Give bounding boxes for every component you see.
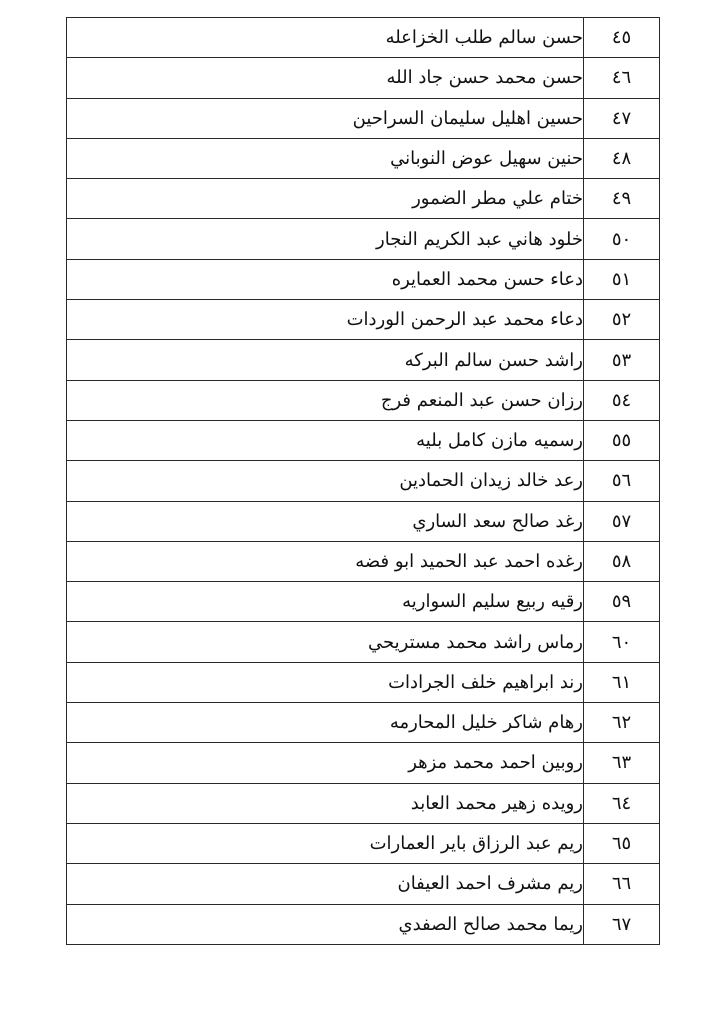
student-name: دعاء محمد عبد الرحمن الوردات bbox=[67, 300, 584, 340]
row-number: ٥٣ bbox=[584, 340, 660, 380]
row-number: ٥٢ bbox=[584, 300, 660, 340]
student-name: حنين سهيل عوض النوباني bbox=[67, 138, 584, 178]
row-number: ٤٧ bbox=[584, 98, 660, 138]
row-number: ٥٨ bbox=[584, 541, 660, 581]
student-name: رهام شاكر خليل المحارمه bbox=[67, 703, 584, 743]
student-name: رزان حسن عبد المنعم فرج bbox=[67, 380, 584, 420]
student-name: دعاء حسن محمد العمايره bbox=[67, 259, 584, 299]
row-number: ٦٢ bbox=[584, 703, 660, 743]
table-row bbox=[67, 380, 660, 420]
student-name: ريم مشرف احمد العيفان bbox=[67, 864, 584, 904]
student-name: رغده احمد عبد الحميد ابو فضه bbox=[67, 541, 584, 581]
name-roster-table bbox=[66, 17, 660, 945]
row-number: ٦٥ bbox=[584, 823, 660, 863]
student-name: رند ابراهيم خلف الجرادات bbox=[67, 662, 584, 702]
table-row bbox=[67, 98, 660, 138]
table-row bbox=[67, 582, 660, 622]
row-number: ٦٠ bbox=[584, 622, 660, 662]
student-name: رماس راشد محمد مستريحي bbox=[67, 622, 584, 662]
table-row bbox=[67, 18, 660, 58]
table-row bbox=[67, 300, 660, 340]
table-row bbox=[67, 461, 660, 501]
row-number: ٥٧ bbox=[584, 501, 660, 541]
roster-body bbox=[67, 18, 660, 945]
student-name: حسن محمد حسن جاد الله bbox=[67, 58, 584, 98]
student-name: ريما محمد صالح الصفدي bbox=[67, 904, 584, 944]
row-number: ٥٠ bbox=[584, 219, 660, 259]
table-row bbox=[67, 703, 660, 743]
student-name: رقيه ربيع سليم السواريه bbox=[67, 582, 584, 622]
student-name: خلود هاني عبد الكريم النجار bbox=[67, 219, 584, 259]
row-number: ٥١ bbox=[584, 259, 660, 299]
table-row bbox=[67, 501, 660, 541]
table-row bbox=[67, 179, 660, 219]
student-name: ختام علي مطر الضمور bbox=[67, 179, 584, 219]
table-row bbox=[67, 541, 660, 581]
student-name: حسين اهليل سليمان السراحين bbox=[67, 98, 584, 138]
table-row bbox=[67, 904, 660, 944]
student-name: ريم عبد الرزاق باير العمارات bbox=[67, 823, 584, 863]
row-number: ٥٥ bbox=[584, 420, 660, 460]
row-number: ٦٦ bbox=[584, 864, 660, 904]
student-name: رسميه مازن كامل بليه bbox=[67, 420, 584, 460]
row-number: ٦٧ bbox=[584, 904, 660, 944]
student-name: رعد خالد زيدان الحمادين bbox=[67, 461, 584, 501]
table-row bbox=[67, 259, 660, 299]
row-number: ٤٥ bbox=[584, 18, 660, 58]
table-row bbox=[67, 622, 660, 662]
table-row bbox=[67, 58, 660, 98]
table-row bbox=[67, 662, 660, 702]
row-number: ٤٦ bbox=[584, 58, 660, 98]
row-number: ٥٦ bbox=[584, 461, 660, 501]
row-number: ٤٨ bbox=[584, 138, 660, 178]
row-number: ٤٩ bbox=[584, 179, 660, 219]
table-row bbox=[67, 783, 660, 823]
row-number: ٦٣ bbox=[584, 743, 660, 783]
table-row bbox=[67, 340, 660, 380]
row-number: ٦٤ bbox=[584, 783, 660, 823]
student-name: حسن سالم طلب الخزاعله bbox=[67, 18, 584, 58]
table-row bbox=[67, 864, 660, 904]
student-name: راشد حسن سالم البركه bbox=[67, 340, 584, 380]
table-row bbox=[67, 138, 660, 178]
table-row bbox=[67, 219, 660, 259]
row-number: ٥٤ bbox=[584, 380, 660, 420]
table-row bbox=[67, 420, 660, 460]
student-name: روبين احمد محمد مزهر bbox=[67, 743, 584, 783]
row-number: ٦١ bbox=[584, 662, 660, 702]
table-row bbox=[67, 743, 660, 783]
row-number: ٥٩ bbox=[584, 582, 660, 622]
student-name: رويده زهير محمد العابد bbox=[67, 783, 584, 823]
student-name: رغد صالح سعد الساري bbox=[67, 501, 584, 541]
table-row bbox=[67, 823, 660, 863]
